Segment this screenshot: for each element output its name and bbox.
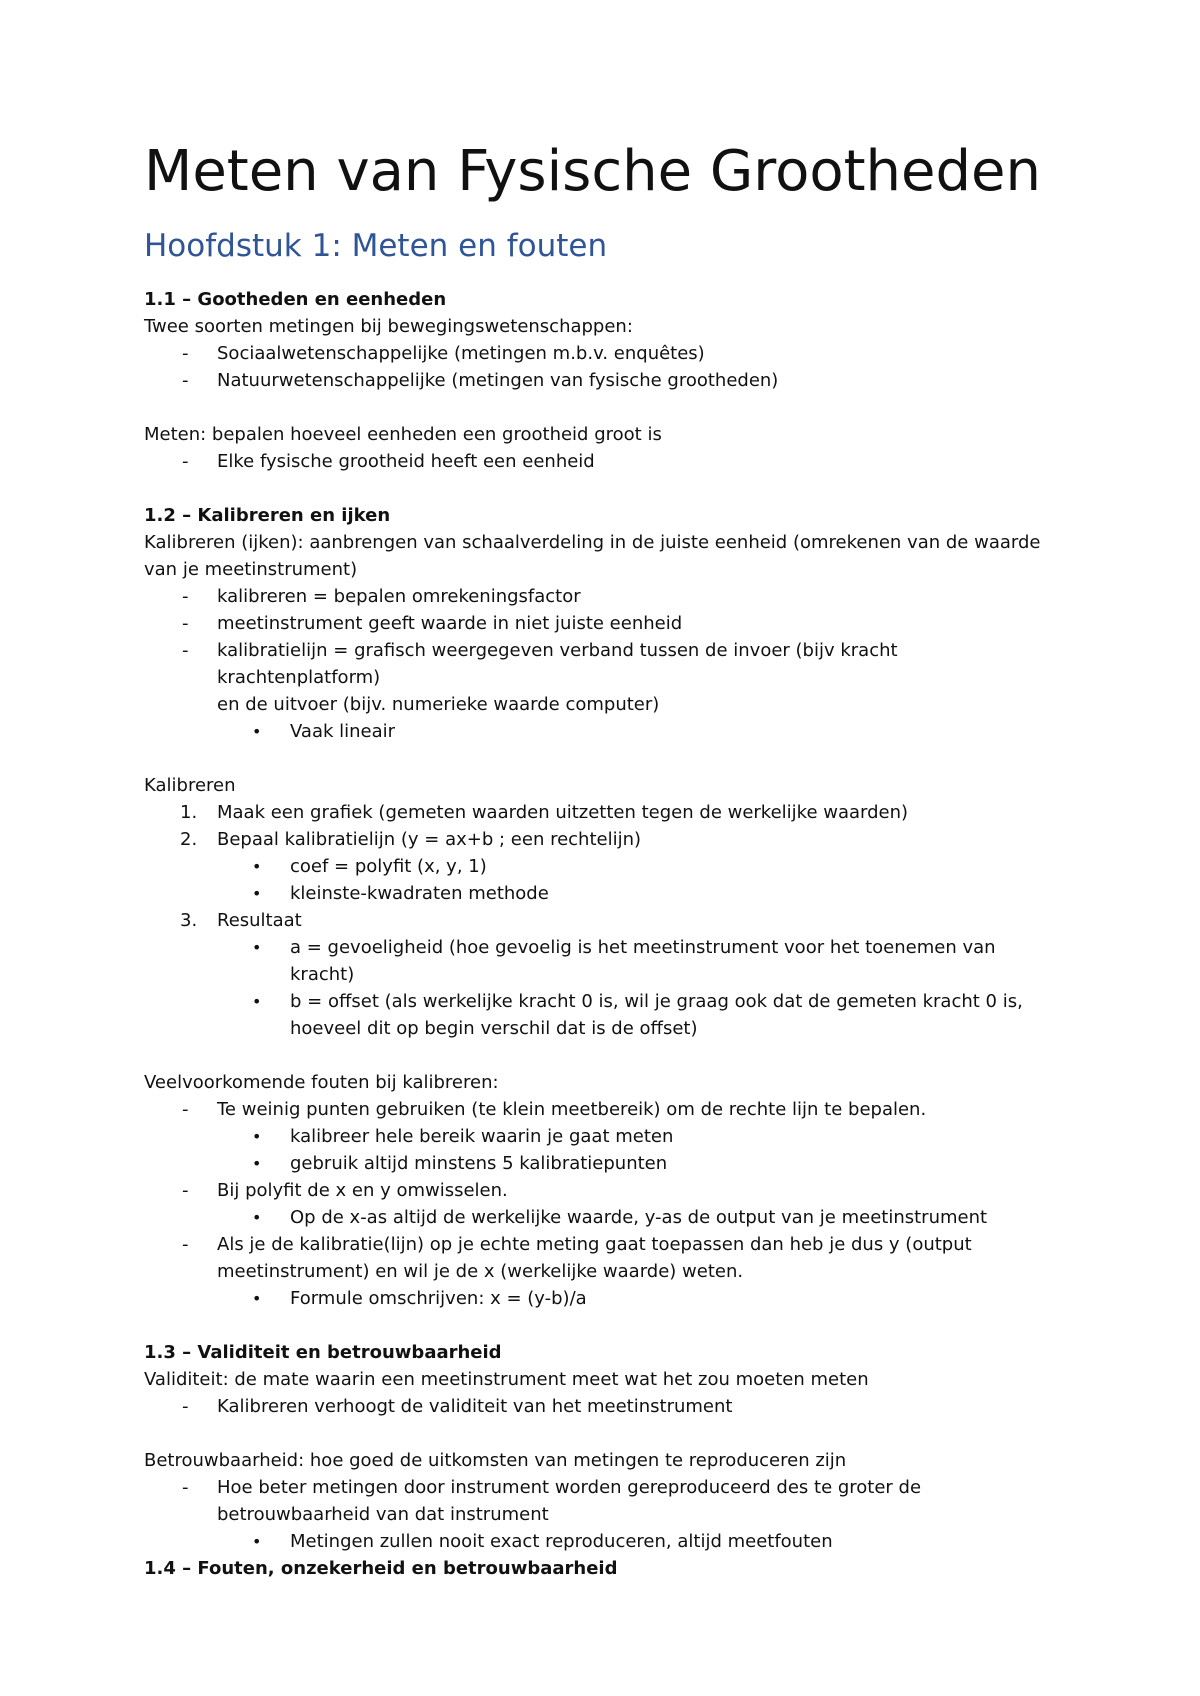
document-page bbox=[144, 140, 1064, 1582]
numbered-item bbox=[144, 826, 1064, 853]
bullet-marker: • bbox=[252, 1532, 262, 1551]
blank-line bbox=[144, 1420, 1064, 1447]
dash-marker: - bbox=[182, 1099, 189, 1120]
paragraph-line: Betrouwbaarheid: hoe goed de uitkomsten van metingen te reproduceren zijn bbox=[144, 1450, 847, 1471]
document-title: Meten van Fysische Grootheden bbox=[144, 139, 1041, 204]
dash-marker: - bbox=[182, 586, 189, 607]
list-item-text: Vaak lineair bbox=[290, 721, 396, 742]
bullet-item-continuation: hoeveel dit op begin verschil dat is de offset) bbox=[290, 1018, 698, 1039]
paragraph-line: Kalibreren bbox=[144, 775, 236, 796]
dash-list-item bbox=[144, 1231, 1064, 1258]
dash-list-item bbox=[144, 448, 1064, 475]
dash-list-item bbox=[144, 637, 1064, 691]
dash-list-item bbox=[144, 583, 1064, 610]
list-item-text: Te weinig punten gebruiken (te klein meetbereik) om de rechte lijn te bepalen. bbox=[217, 1099, 927, 1120]
list-item-text: coef = polyfit (x, y, 1) bbox=[290, 856, 487, 877]
blank-line bbox=[144, 475, 1064, 502]
document-body bbox=[144, 286, 1064, 1582]
blank-line bbox=[144, 745, 1064, 772]
list-item-text: Hoe beter metingen door instrument worden gereproduceerd des te groter de bbox=[217, 1477, 922, 1498]
list-item-text: kleinste-kwadraten methode bbox=[290, 883, 549, 904]
list-item-text: Maak een grafiek (gemeten waarden uitzetten tegen de werkelijke waarden) bbox=[217, 802, 909, 823]
paragraph-line: Kalibreren (ijken): aanbrengen van schaalverdeling in de juiste eenheid (omrekenen van de waarde bbox=[144, 532, 1041, 553]
list-item-text: Bij polyfit de x en y omwisselen. bbox=[217, 1180, 508, 1201]
dash-list-item bbox=[144, 1393, 1064, 1420]
dash-marker: - bbox=[182, 343, 189, 364]
dash-marker: - bbox=[182, 451, 189, 472]
dash-list-item bbox=[144, 367, 1064, 394]
paragraph-line: Validiteit: de mate waarin een meetinstrument meet wat het zou moeten meten bbox=[144, 1369, 869, 1390]
numbered-item bbox=[144, 799, 1064, 826]
list-item-text: Bepaal kalibratielijn (y = ax+b ; een rechtelijn) bbox=[217, 829, 642, 850]
list-item-continuation: en de uitvoer (bijv. numerieke waarde computer) bbox=[217, 694, 660, 715]
list-item-text: a = gevoeligheid (hoe gevoelig is het meetinstrument voor het toenemen van kracht) bbox=[290, 937, 996, 985]
list-item-text: kalibratielijn = grafisch weergegeven verband tussen de invoer (bijv kracht krachtenplatform) bbox=[217, 640, 898, 688]
bullet-list-item bbox=[144, 988, 1064, 1015]
section-heading: 1.3 – Validiteit en betrouwbaarheid bbox=[144, 1342, 502, 1363]
dash-marker: - bbox=[182, 1234, 189, 1255]
list-item-continuation: betrouwbaarheid van dat instrument bbox=[217, 1504, 549, 1525]
dash-list-item bbox=[144, 1096, 1064, 1123]
bullet-marker: • bbox=[252, 938, 262, 957]
bullet-marker: • bbox=[252, 884, 262, 903]
paragraph-line: Twee soorten metingen bij bewegingswetenschappen: bbox=[144, 316, 633, 337]
dash-list-item bbox=[144, 1177, 1064, 1204]
dash-marker: - bbox=[182, 1180, 189, 1201]
dash-marker: - bbox=[182, 1477, 189, 1498]
list-item-text: Natuurwetenschappelijke (metingen van fysische grootheden) bbox=[217, 370, 779, 391]
bullet-marker: • bbox=[252, 1289, 262, 1308]
dash-marker: - bbox=[182, 613, 189, 634]
blank-line bbox=[144, 1312, 1064, 1339]
list-item-text: Resultaat bbox=[217, 910, 302, 931]
bullet-list-item bbox=[144, 718, 1064, 745]
list-item-text: kalibreren = bepalen omrekeningsfactor bbox=[217, 586, 581, 607]
numbered-item bbox=[144, 907, 1064, 934]
list-item-text: meetinstrument geeft waarde in niet juiste eenheid bbox=[217, 613, 683, 634]
paragraph-line: Veelvoorkomende fouten bij kalibreren: bbox=[144, 1072, 499, 1093]
paragraph-line: van je meetinstrument) bbox=[144, 559, 358, 580]
number-marker: 3. bbox=[180, 910, 198, 931]
list-item-text: Formule omschrijven: x = (y-b)/a bbox=[290, 1288, 587, 1309]
bullet-marker: • bbox=[252, 992, 262, 1011]
list-item-text: Op de x-as altijd de werkelijke waarde, y-as de output van je meetinstrument bbox=[290, 1207, 988, 1228]
dash-list-item bbox=[144, 610, 1064, 637]
bullet-marker: • bbox=[252, 722, 262, 741]
bullet-list-item bbox=[144, 880, 1064, 907]
number-marker: 2. bbox=[180, 829, 198, 850]
bullet-list-item bbox=[144, 1150, 1064, 1177]
bullet-list-item bbox=[144, 1204, 1064, 1231]
bullet-list-item bbox=[144, 1285, 1064, 1312]
section-heading: 1.1 – Gootheden en eenheden bbox=[144, 289, 447, 310]
list-item-text: kalibreer hele bereik waarin je gaat meten bbox=[290, 1126, 674, 1147]
bullet-list-item bbox=[144, 853, 1064, 880]
dash-marker: - bbox=[182, 370, 189, 391]
bullet-list-item bbox=[144, 934, 1064, 988]
number-marker: 1. bbox=[180, 802, 198, 823]
list-item-text: Metingen zullen nooit exact reproduceren, altijd meetfouten bbox=[290, 1531, 833, 1552]
list-item-text: b = offset (als werkelijke kracht 0 is, wil je graag ook dat de gemeten kracht 0 is, bbox=[290, 991, 1023, 1012]
dash-marker: - bbox=[182, 640, 189, 661]
bullet-marker: • bbox=[252, 1154, 262, 1173]
bullet-marker: • bbox=[252, 1127, 262, 1146]
blank-line bbox=[144, 394, 1064, 421]
dash-marker: - bbox=[182, 1396, 189, 1417]
dash-list-item bbox=[144, 340, 1064, 367]
bullet-list-item bbox=[144, 1123, 1064, 1150]
bullet-marker: • bbox=[252, 857, 262, 876]
section-heading: 1.4 – Fouten, onzekerheid en betrouwbaarheid bbox=[144, 1558, 618, 1579]
list-item-text: Kalibreren verhoogt de validiteit van het meetinstrument bbox=[217, 1396, 733, 1417]
dash-list-item bbox=[144, 1474, 1064, 1501]
paragraph-line: Meten: bepalen hoeveel eenheden een grootheid groot is bbox=[144, 424, 662, 445]
list-item-text: Elke fysische grootheid heeft een eenheid bbox=[217, 451, 595, 472]
chapter-heading: Hoofdstuk 1: Meten en fouten bbox=[144, 228, 608, 264]
list-item-text: Als je de kalibratie(lijn) op je echte meting gaat toepassen dan heb je dus y (output bbox=[217, 1234, 972, 1255]
list-item-continuation: meetinstrument) en wil je de x (werkelijke waarde) weten. bbox=[217, 1261, 744, 1282]
section-heading: 1.2 – Kalibreren en ijken bbox=[144, 505, 391, 526]
list-item-text: Sociaalwetenschappelijke (metingen m.b.v. enquêtes) bbox=[217, 343, 705, 364]
list-item-text: gebruik altijd minstens 5 kalibratiepunten bbox=[290, 1153, 668, 1174]
bullet-list-item bbox=[144, 1528, 1064, 1555]
blank-line bbox=[144, 1042, 1064, 1069]
bullet-marker: • bbox=[252, 1208, 262, 1227]
